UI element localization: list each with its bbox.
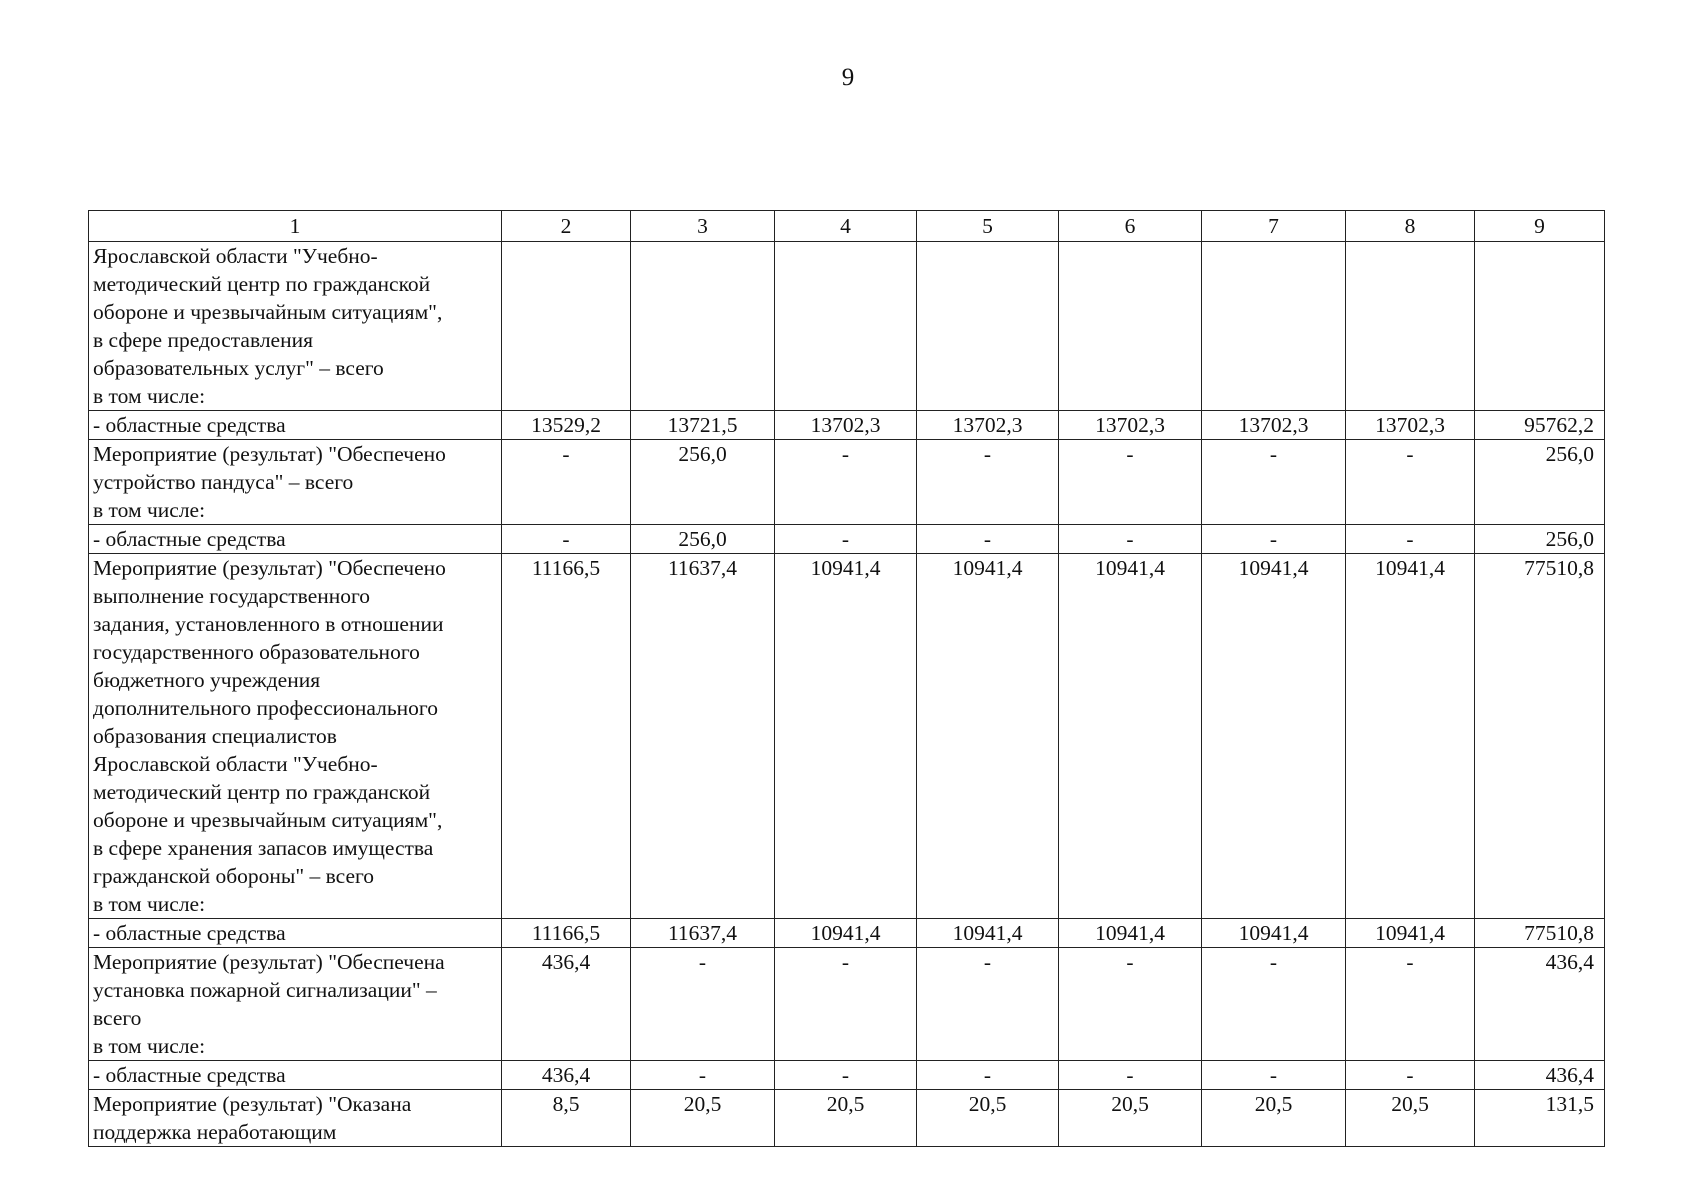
row-label: Мероприятие (результат) "Обеспечено устройство пандуса" – всего в том числе: <box>89 440 502 525</box>
table-cell: - <box>631 1061 775 1090</box>
table-row <box>89 242 1605 411</box>
row-label: Ярославской области "Учебно- методический центр по гражданской обороне и чрезвычайным ситуациям", в сфере предоставления образовательных услуг" – всего в том числе: <box>89 242 502 411</box>
column-header-3: 3 <box>631 211 775 242</box>
table-cell: - <box>1059 1061 1202 1090</box>
table-cell: 10941,4 <box>1346 919 1475 948</box>
table-cell: 13702,3 <box>1059 411 1202 440</box>
table-cell: 20,5 <box>1202 1090 1346 1147</box>
table-cell: 10941,4 <box>1202 919 1346 948</box>
table-cell: 13702,3 <box>775 411 917 440</box>
table-cell <box>775 242 917 411</box>
table-cell: 436,4 <box>502 948 631 1061</box>
page-number: 9 <box>841 64 855 91</box>
table-cell-total: 436,4 <box>1475 948 1605 1061</box>
table-cell: 10941,4 <box>1202 554 1346 919</box>
table-cell: 10941,4 <box>1059 554 1202 919</box>
table-cell: 8,5 <box>502 1090 631 1147</box>
row-label: - областные средства <box>89 525 502 554</box>
table-cell: - <box>917 440 1059 525</box>
table-cell-total: 77510,8 <box>1475 554 1605 919</box>
table-cell: - <box>1202 440 1346 525</box>
table-cell: - <box>1059 440 1202 525</box>
table-cell: 20,5 <box>775 1090 917 1147</box>
table-cell: 256,0 <box>631 525 775 554</box>
table-cell: 20,5 <box>1346 1090 1475 1147</box>
column-header-8: 8 <box>1346 211 1475 242</box>
table-row <box>89 948 1605 1061</box>
table-cell: 13702,3 <box>917 411 1059 440</box>
table-cell: 10941,4 <box>1346 554 1475 919</box>
table-cell: 10941,4 <box>917 919 1059 948</box>
table-cell: - <box>1202 948 1346 1061</box>
table-cell: 10941,4 <box>917 554 1059 919</box>
table-cell: - <box>917 948 1059 1061</box>
table-cell-total: 77510,8 <box>1475 919 1605 948</box>
table-row <box>89 411 1605 440</box>
table-cell <box>917 242 1059 411</box>
table-row <box>89 1090 1605 1147</box>
table-cell <box>502 242 631 411</box>
row-label: Мероприятие (результат) "Обеспечена установка пожарной сигнализации" – всего в том числе: <box>89 948 502 1061</box>
table-cell: - <box>775 525 917 554</box>
column-header-9: 9 <box>1475 211 1605 242</box>
table-cell: - <box>1059 525 1202 554</box>
table-cell: - <box>1346 525 1475 554</box>
row-label: Мероприятие (результат) "Обеспечено выполнение государственного задания, установленного в отношении государственного образовательного бюджетного учреждения дополнительного профессионального образования специалистов Ярославской области "Учебно- методический центр по гражданской обороне и чрезвычайным ситуациям", в сфере хранения запасов имущества гражданской обороны" – всего в том числе: <box>89 554 502 919</box>
column-header-5: 5 <box>917 211 1059 242</box>
table-cell: - <box>1346 948 1475 1061</box>
table-cell-total: 131,5 <box>1475 1090 1605 1147</box>
row-label: - областные средства <box>89 411 502 440</box>
table-cell: - <box>631 948 775 1061</box>
table-row <box>89 919 1605 948</box>
table-cell: - <box>917 1061 1059 1090</box>
column-header-4: 4 <box>775 211 917 242</box>
table-cell <box>631 242 775 411</box>
table-cell: 11166,5 <box>502 919 631 948</box>
column-header-2: 2 <box>502 211 631 242</box>
table-cell-total: 256,0 <box>1475 525 1605 554</box>
table-row <box>89 440 1605 525</box>
table-row <box>89 554 1605 919</box>
table-cell: - <box>502 440 631 525</box>
table-cell: - <box>1202 1061 1346 1090</box>
table-cell: - <box>1346 440 1475 525</box>
table-cell <box>1059 242 1202 411</box>
table-cell: 11637,4 <box>631 554 775 919</box>
row-label: Мероприятие (результат) "Оказана поддержка неработающим <box>89 1090 502 1147</box>
table-row <box>89 1061 1605 1090</box>
table-cell <box>1202 242 1346 411</box>
table-cell: 436,4 <box>502 1061 631 1090</box>
table-cell-total <box>1475 242 1605 411</box>
table-cell: - <box>502 525 631 554</box>
table-cell: 20,5 <box>917 1090 1059 1147</box>
table-cell: 10941,4 <box>775 919 917 948</box>
column-header-1: 1 <box>89 211 502 242</box>
table-row <box>89 525 1605 554</box>
table-cell: 13702,3 <box>1346 411 1475 440</box>
table-cell: - <box>1059 948 1202 1061</box>
budget-table <box>88 210 1605 1147</box>
table-cell: - <box>917 525 1059 554</box>
table-cell: - <box>1202 525 1346 554</box>
table-cell: 10941,4 <box>775 554 917 919</box>
table-cell-total: 95762,2 <box>1475 411 1605 440</box>
table-cell: 20,5 <box>1059 1090 1202 1147</box>
table-cell: 13721,5 <box>631 411 775 440</box>
header-row <box>89 211 1605 242</box>
table-cell: 20,5 <box>631 1090 775 1147</box>
table-cell-total: 436,4 <box>1475 1061 1605 1090</box>
table-cell: - <box>775 948 917 1061</box>
table-cell: - <box>1346 1061 1475 1090</box>
table-cell-total: 256,0 <box>1475 440 1605 525</box>
row-label: - областные средства <box>89 1061 502 1090</box>
table-cell: 256,0 <box>631 440 775 525</box>
table-cell: - <box>775 1061 917 1090</box>
table-cell: 13702,3 <box>1202 411 1346 440</box>
column-header-7: 7 <box>1202 211 1346 242</box>
table-cell: 13529,2 <box>502 411 631 440</box>
table-cell: - <box>775 440 917 525</box>
row-label: - областные средства <box>89 919 502 948</box>
table-cell <box>1346 242 1475 411</box>
column-header-6: 6 <box>1059 211 1202 242</box>
table-cell: 11166,5 <box>502 554 631 919</box>
table-cell: 10941,4 <box>1059 919 1202 948</box>
table-cell: 11637,4 <box>631 919 775 948</box>
